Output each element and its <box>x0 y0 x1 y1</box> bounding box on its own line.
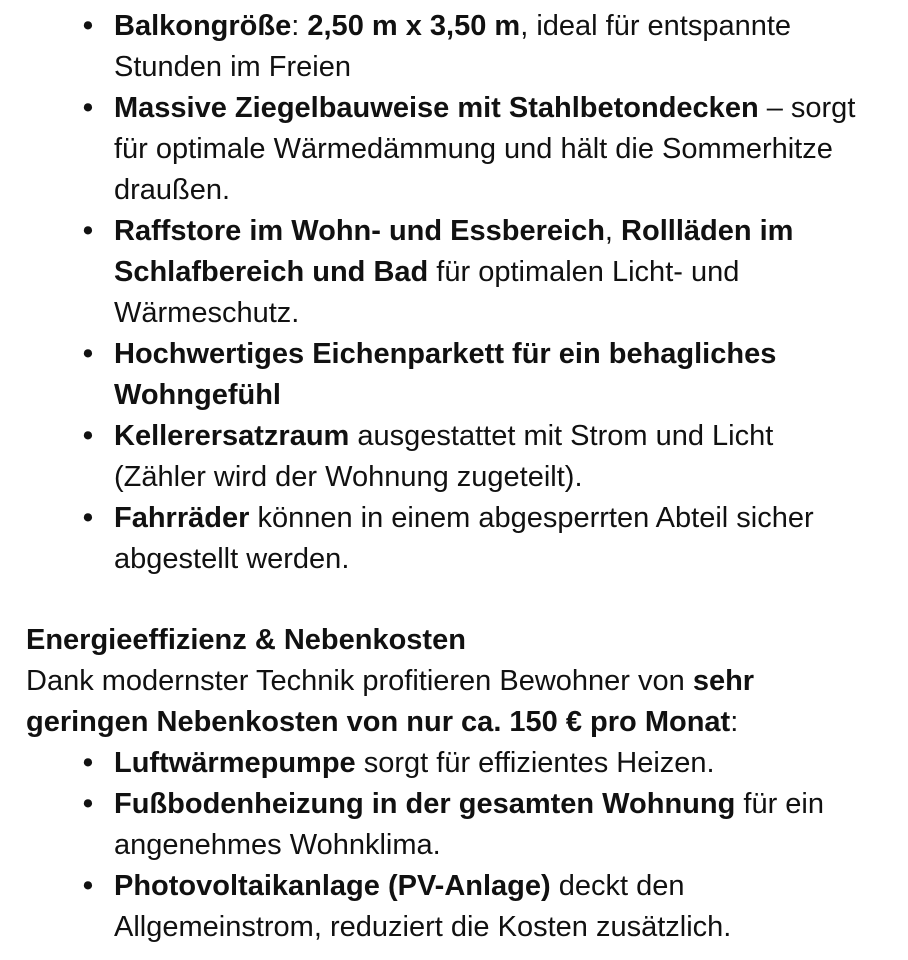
energy-intro <box>26 661 908 743</box>
bullet-icon: • <box>82 870 94 902</box>
list-item <box>26 88 908 211</box>
bullet-icon: • <box>82 92 94 124</box>
bullet-icon: • <box>82 10 94 42</box>
text-run: Dank modernster Technik profitieren Bewohner von <box>26 665 693 697</box>
list-item <box>26 498 908 580</box>
text-run: deckt den Allgemeinstrom, reduziert die Kosten zusätzlich. <box>114 870 732 943</box>
text-run: ausgestattet mit Strom und Licht (Zähler wird der Wohnung zugeteilt). <box>114 420 774 493</box>
bullet-icon: • <box>82 215 94 247</box>
bold-text: Hochwertiges Eichenparkett für ein behagliches Wohngefühl <box>114 338 777 411</box>
bullet-icon: • <box>82 747 94 779</box>
list-item <box>26 416 908 498</box>
bullet-icon: • <box>82 502 94 534</box>
text-run: für optimalen Licht- und Wärmeschutz. <box>114 256 740 329</box>
list-item <box>26 866 908 948</box>
bold-text: sehr geringen Nebenkosten von nur ca. 150 € pro Monat <box>26 665 755 738</box>
bold-text: Kellerersatzraum <box>114 420 350 452</box>
list-item <box>26 743 908 784</box>
bold-text: Raffstore im Wohn- und Essbereich <box>114 215 605 247</box>
bold-text: Luftwärmepumpe <box>114 747 356 779</box>
text-run: – sorgt für optimale Wärmedämmung und hält die Sommerhitze draußen. <box>114 92 856 206</box>
bold-text: Balkongröße <box>114 10 292 42</box>
text-run: für ein angenehmes Wohnklima. <box>114 788 824 861</box>
bold-text: Massive Ziegelbauweise mit Stahlbetondecken <box>114 92 759 124</box>
text-run: können in einem abgesperrten Abteil sicher abgestellt werden. <box>114 502 814 575</box>
list-item <box>26 784 908 866</box>
list-item <box>26 211 908 334</box>
text-run: , <box>604 215 622 247</box>
energy-heading: Energieeffizienz & Nebenkosten <box>26 624 466 656</box>
energy-list <box>26 743 908 948</box>
bold-text: Fußbodenheizung in der gesamten Wohnung <box>114 788 736 820</box>
bullet-icon: • <box>82 420 94 452</box>
bold-text: Photovoltaikanlage (PV-Anlage) <box>114 870 551 902</box>
section-spacer <box>26 580 908 620</box>
bold-text: Fahrräder <box>114 502 250 534</box>
bold-text: Rollläden im Schlafbereich und Bad <box>114 215 794 288</box>
text-run: sorgt für effizientes Heizen. <box>355 747 715 779</box>
bold-text: 2,50 m x 3,50 m <box>307 10 521 42</box>
bullet-icon: • <box>82 788 94 820</box>
text-run: , ideal für entspannte Stunden im Freien <box>114 10 792 83</box>
list-item <box>26 334 908 416</box>
text-run: : <box>730 706 739 738</box>
text-run: : <box>291 10 308 42</box>
bullet-icon: • <box>82 338 94 370</box>
list-item <box>26 6 908 88</box>
features-list <box>26 6 908 580</box>
